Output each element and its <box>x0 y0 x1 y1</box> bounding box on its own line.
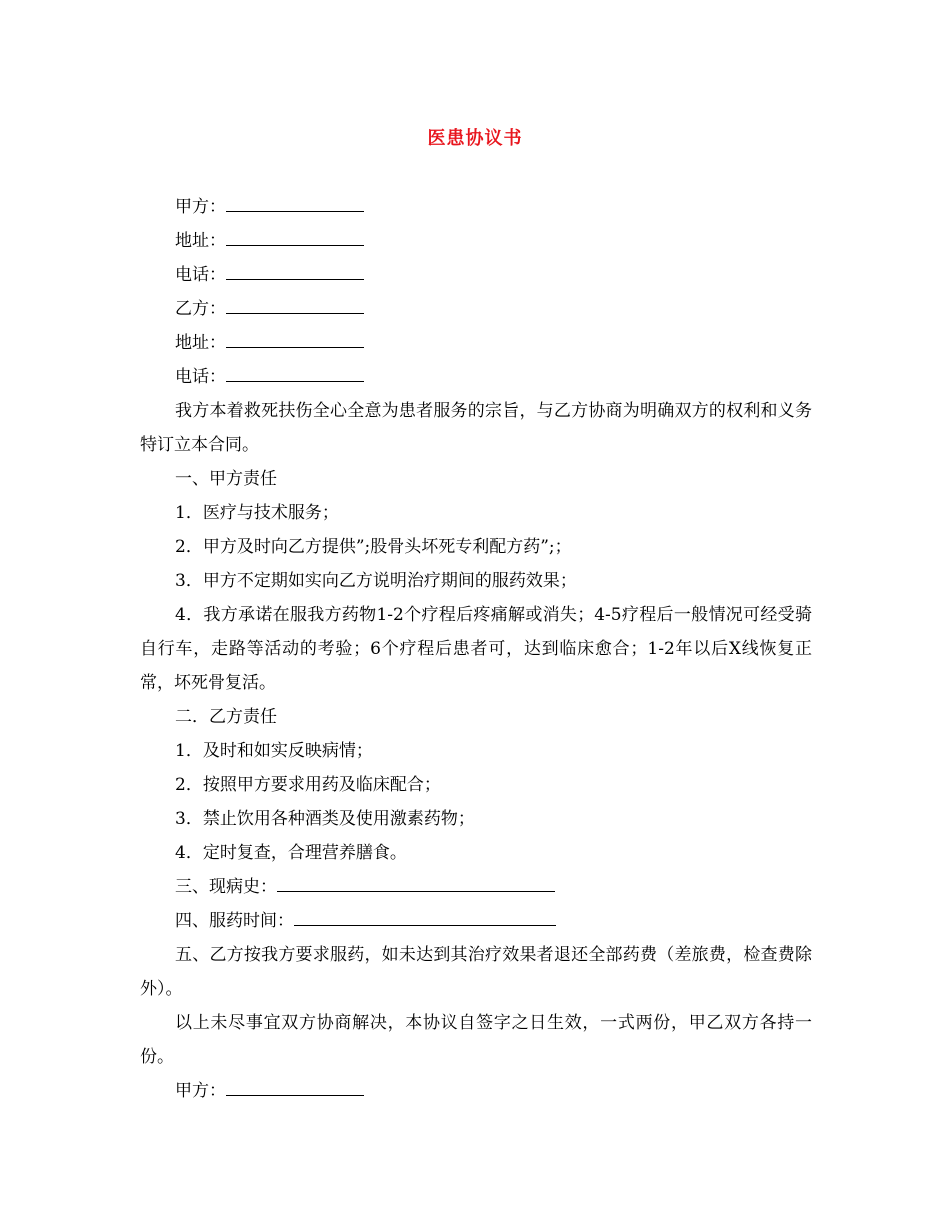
section3-blank <box>277 877 555 892</box>
section5-paragraph: 五、乙方按我方要求服药，如未达到其治疗效果者退还全部药费（差旅费，检查费除外）。 <box>140 945 812 999</box>
section2-item-1: 1．及时和如实反映病情； <box>175 741 373 761</box>
address-a-line <box>140 224 812 258</box>
party-a-label: 甲方： <box>175 197 226 217</box>
signature-blank <box>226 1081 364 1096</box>
section1-heading: 一、甲方责任 <box>175 469 277 489</box>
section4-label: 四、服药时间： <box>175 911 294 931</box>
phone-a-label: 电话： <box>175 265 226 285</box>
address-a-blank <box>226 231 364 246</box>
section3-line <box>140 870 812 904</box>
party-a-blank <box>226 197 364 212</box>
section4-blank <box>294 911 556 926</box>
section2-item-3: 3．禁止饮用各种酒类及使用激素药物； <box>175 809 475 829</box>
document-body <box>140 190 812 1108</box>
section1-item-2: 2．甲方及时向乙方提供”;股骨头坏死专利配方药”;； <box>175 537 572 557</box>
closing-paragraph: 以上未尽事宜双方协商解决，本协议自签字之日生效，一式两份，甲乙双方各持一份。 <box>140 1013 812 1067</box>
section2-item-2: 2．按照甲方要求用药及临床配合； <box>175 775 441 795</box>
party-a-line <box>140 190 812 224</box>
signature-line <box>140 1074 812 1108</box>
party-b-blank <box>226 299 364 314</box>
phone-a-line <box>140 258 812 292</box>
address-a-label: 地址： <box>175 231 226 251</box>
party-b-label: 乙方： <box>175 299 226 319</box>
signature-label: 甲方： <box>175 1081 226 1101</box>
section1-item-1: 1．医疗与技术服务； <box>175 503 339 523</box>
section3-label: 三、现病史： <box>175 877 277 897</box>
phone-b-line <box>140 360 812 394</box>
document-title: 医患协议书 <box>427 128 523 149</box>
address-b-label: 地址： <box>175 333 226 353</box>
section4-line <box>140 904 812 938</box>
section2-item-4: 4．定时复查，合理营养膳食。 <box>175 843 407 863</box>
section1-item-4: 4．我方承诺在服我方药物1-2个疗程后疼痛解或消失；4-5疗程后一般情况可经受骑自行车，走路等活动的考验；6个疗程后患者可，达到临床愈合；1-2年以后X线恢复正常，坏死骨复活。 <box>140 605 812 693</box>
phone-b-blank <box>226 367 364 382</box>
address-b-line <box>140 326 812 360</box>
party-b-line <box>140 292 812 326</box>
phone-b-label: 电话： <box>175 367 226 387</box>
address-b-blank <box>226 333 364 348</box>
intro-paragraph: 我方本着救死扶伤全心全意为患者服务的宗旨，与乙方协商为明确双方的权利和义务特订立本合同。 <box>140 401 812 455</box>
section1-item-3: 3．甲方不定期如实向乙方说明治疗期间的服药效果； <box>175 571 577 591</box>
section2-heading: 二．乙方责任 <box>175 707 277 727</box>
phone-a-blank <box>226 265 364 280</box>
